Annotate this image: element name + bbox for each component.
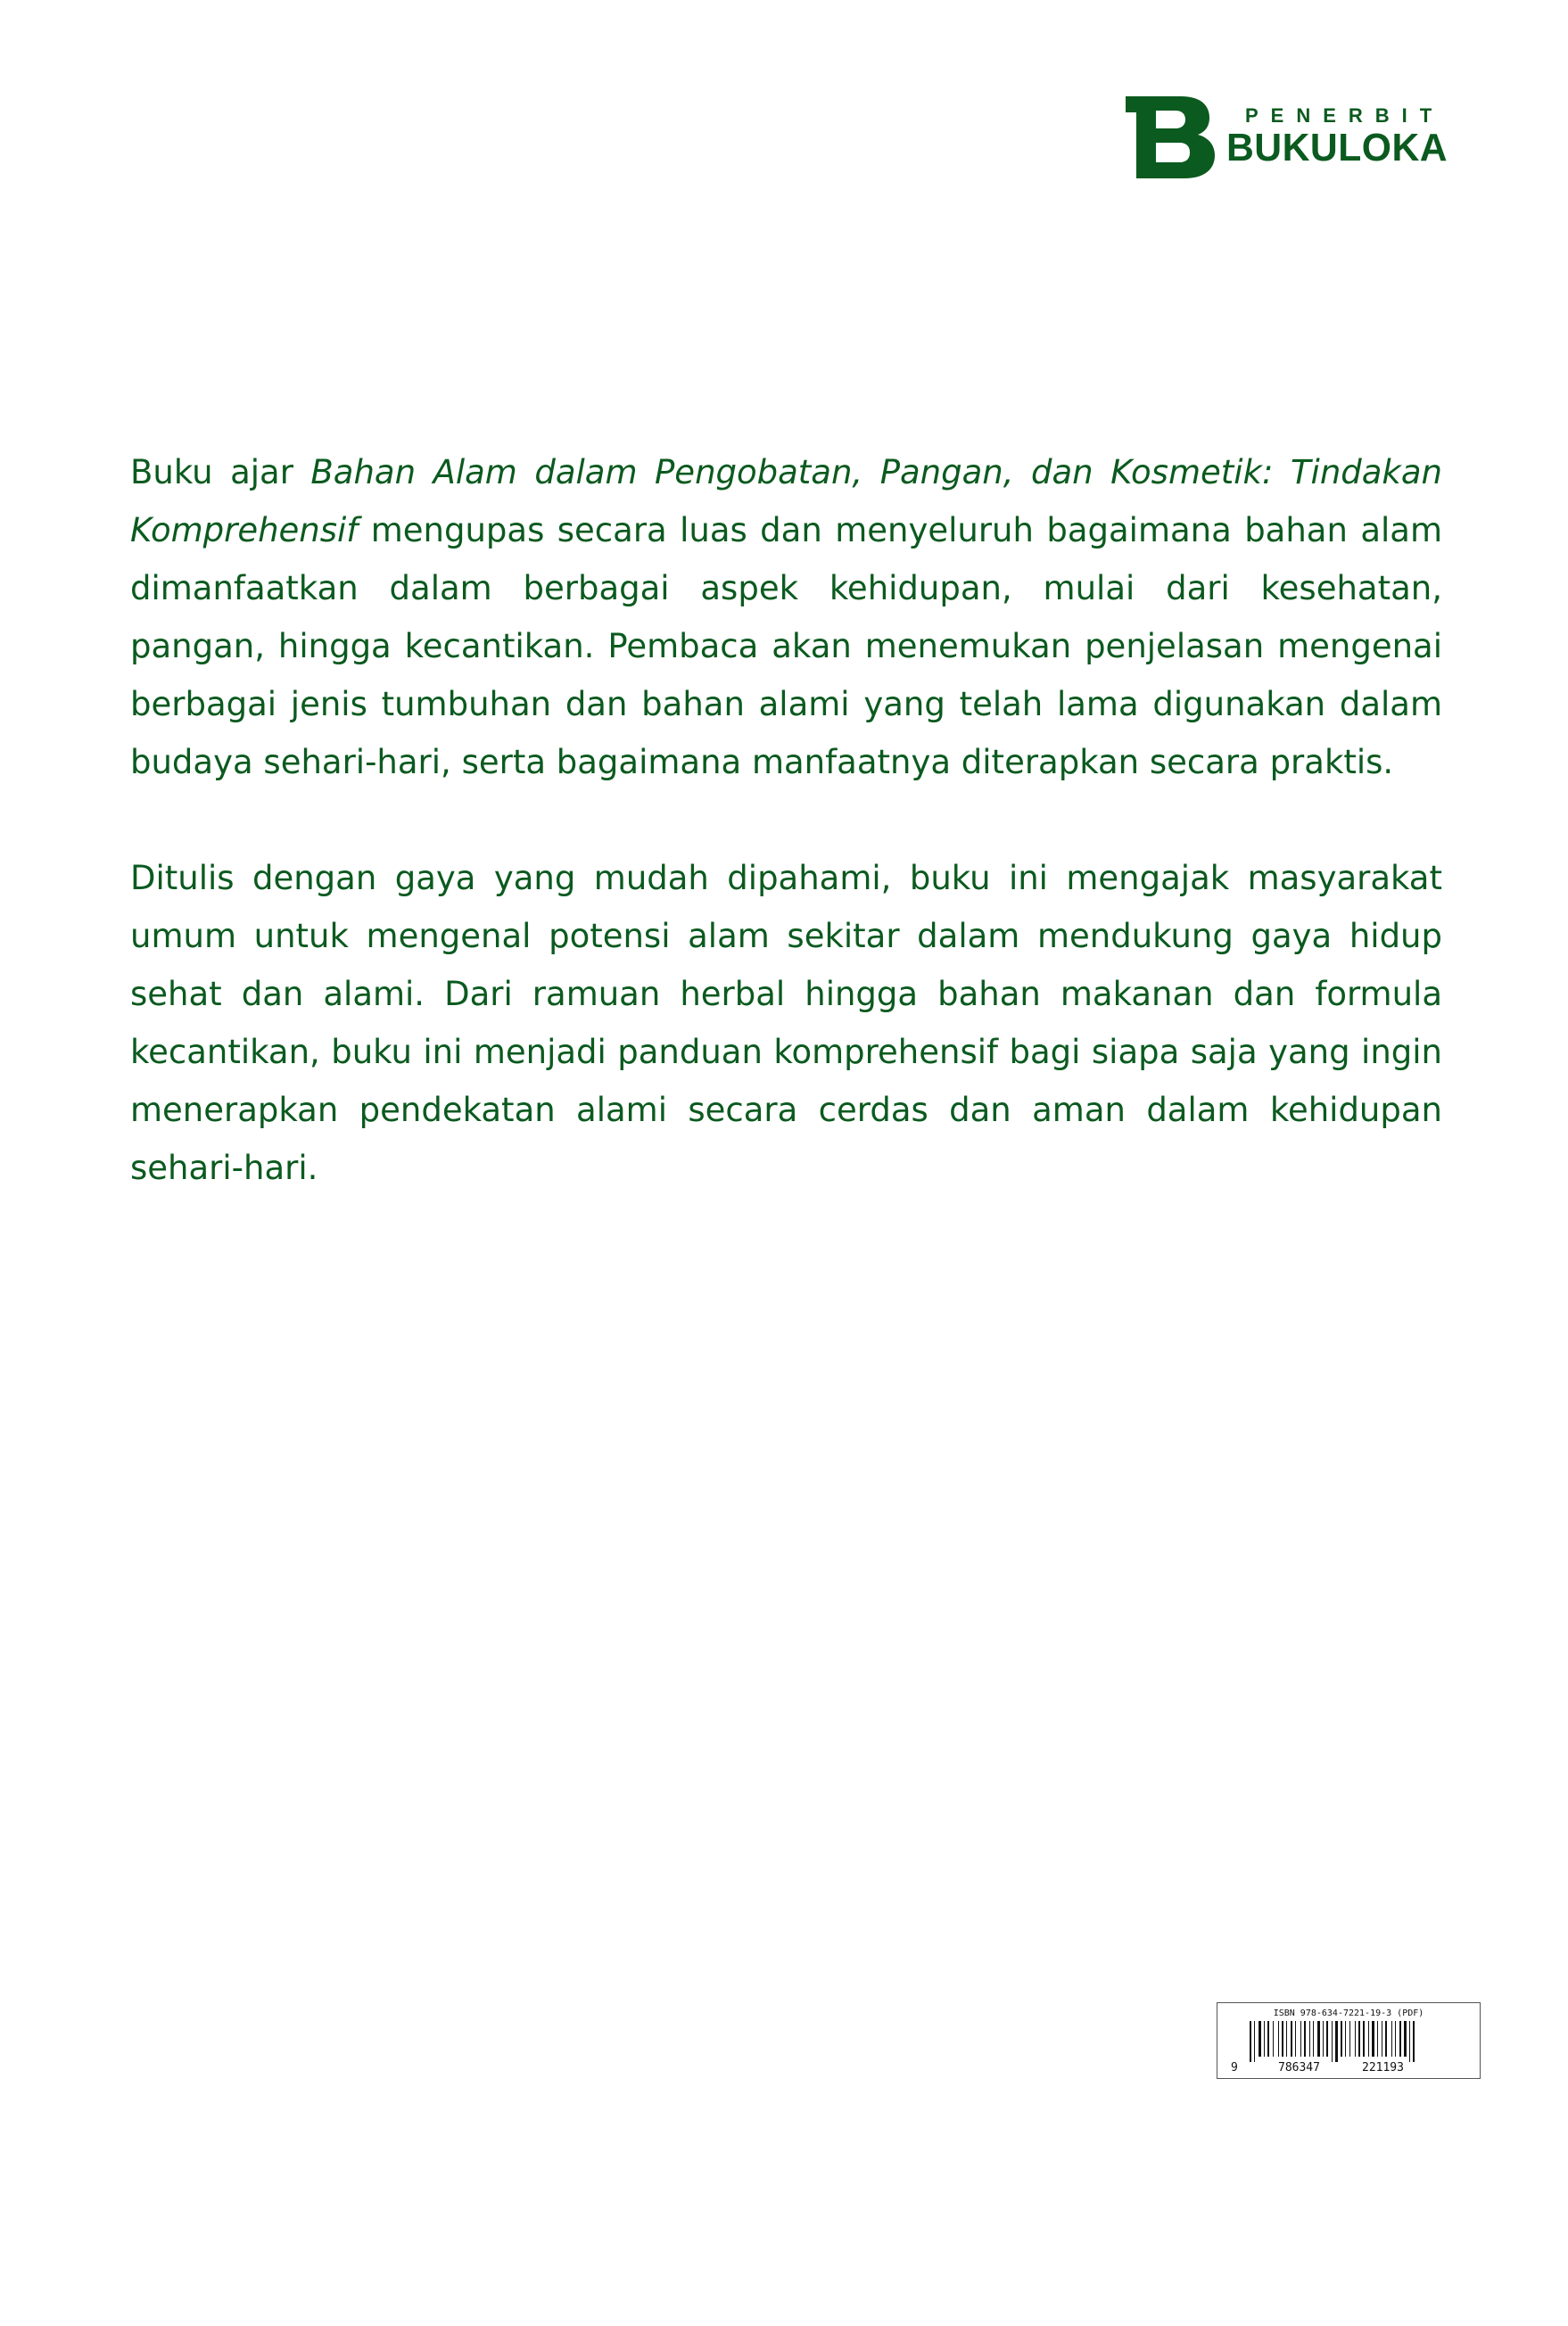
publisher-label: PENERBIT	[1245, 104, 1445, 127]
synopsis-body-1: mengupas secara luas dan menyeluruh bagaimana bahan alam dimanfaatkan dalam berbagai aspek kehidupan, mulai dari kesehatan, pangan, hingga kecantikan. Pembaca akan menemukan penjelasan mengenai berbagai jenis tumbuhan dan bahan alami yang telah lama digunakan dalam budaya sehari-hari, serta bagaimana manfaatnya diterapkan secara praktis.	[130, 511, 1442, 781]
isbn-digits-right: 221193	[1362, 2061, 1404, 2074]
isbn-digits-left: 786347	[1278, 2061, 1320, 2074]
publisher-name: BUKULOKA	[1226, 126, 1448, 169]
isbn-label: ISBN 978-634-7221-19-3 (PDF)	[1273, 2008, 1424, 2018]
publisher-logo	[1126, 96, 1447, 178]
book-synopsis	[130, 443, 1442, 1197]
synopsis-paragraph-2: Ditulis dengan gaya yang mudah dipahami, buku ini mengajak masyarakat umum untuk mengenal potensi alam sekitar dalam mendukung gaya hidup sehat dan alami. Dari ramuan herbal hingga bahan makanan dan formula kecantikan, buku ini menjadi panduan komprehensif bagi siapa saja yang ingin menerapkan pendekatan alami secara cerdas dan aman dalam kehidupan sehari-hari.	[130, 859, 1442, 1187]
book-title: Bahan Alam dalam Pengobatan, Pangan, dan Kosmetik: Tindakan Komprehensif	[130, 453, 1442, 549]
barcode-icon	[1250, 2021, 1449, 2062]
isbn-barcode-box	[1217, 2002, 1481, 2079]
publisher-b-mark-icon	[1126, 96, 1215, 178]
synopsis-paragraph-1	[130, 443, 1442, 791]
synopsis-lead: Buku ajar	[130, 453, 311, 491]
isbn-digit-lead: 9	[1231, 2061, 1238, 2074]
